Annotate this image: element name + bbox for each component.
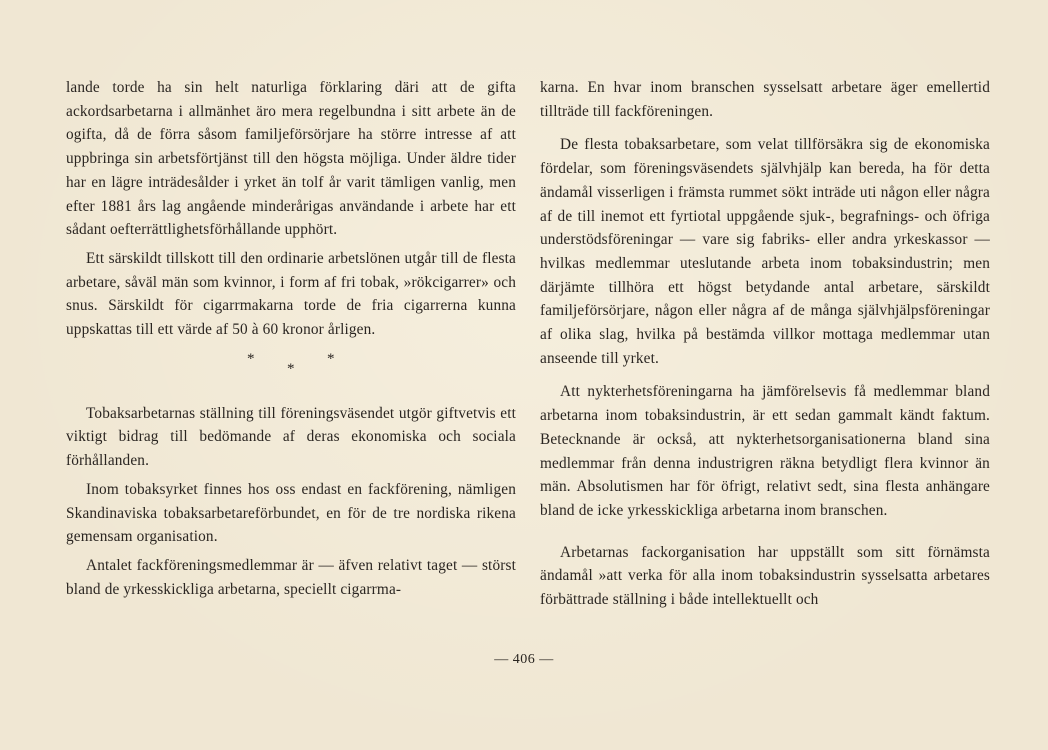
right-column [540, 76, 990, 612]
page-number: — 406 — [494, 652, 554, 667]
asterisk: * [247, 350, 255, 367]
paragraph: De flesta tobaksarbetare, som velat tillförsäkra sig de ekonomiska fördelar, som föreningsväsendets självhjälp kan bereda, ha för detta ändamål visserligen i främsta rummet sökt inträde uti någon eller några af de till inemot ett fyrtiotal uppgående sjuk-, begrafnings- och öfriga understödsföreningar — vare sig fabriks- eller andra yrkeskassor — hvilkas medlemmar uteslutande arbeta inom tobaksindustrin; men därjämte tillhöra ett högst betydande antal arbetare, särskildt familjeförsörjare, någon eller några af de många självhjälpsföreningar af olika slag, hvilka på bestämda villkor mottaga medlemmar utan anseende till yrket. [540, 136, 990, 367]
paragraph: Inom tobaksyrket finnes hos oss endast en fackförening, nämligen Skandinaviska tobaksarbetareförbundet, en för de tre nordiska rikena gemensam organisation. [66, 480, 516, 546]
asterisk: * [327, 350, 335, 367]
paragraph: Arbetarnas fackorganisation har uppställt som sitt förnämsta ändamål »att verka för alla inom tobaksindustrin sysselsatta arbetares förbättrade ställning i både intellektuellt och [540, 543, 990, 609]
paragraph: Antalet fackföreningsmedlemmar är — äfven relativt taget — störst bland de yrkesskickliga arbetarna, speciellt cigarrma- [66, 556, 516, 598]
paragraph: Ett särskildt tillskott till den ordinarie arbetslönen utgår till de flesta arbetare, såväl män som kvinnor, i form af fri tobak, »rökcigarrer» och snus. Särskildt för cigarrmakarna torde de fria cigarrerna kunna uppskattas till ett värde af 50 à 60 kronor årligen. [66, 249, 516, 339]
paragraph: lande torde ha sin helt naturliga förklaring däri att de gifta ackordsarbetarna i allmänhet äro mera regelbundna i sitt arbete än de ogifta, då de förra såsom familjeförsörjare ha större intresse af att uppbringa sin arbetsförtjänst till den högsta möjliga. Under äldre tider har en lägre inträdesålder i yrket än tolf år varit tämligen vanlig, men efter 1881 års lag angående minderårigas användande i arbete har ett sådant oefterrättlighetsförhållande upphört. [66, 79, 516, 239]
paragraph: karna. En hvar inom branschen sysselsatt arbetare äger emellertid tillträde till fackföreningen. [540, 79, 990, 120]
left-column [66, 76, 516, 601]
section-divider-asterisks [66, 342, 516, 402]
asterisk: * [287, 360, 295, 377]
paragraph: Att nykterhetsföreningarna ha jämförelsevis få medlemmar bland arbetarna inom tobaksindustrin, är ett sedan gammalt kändt faktum. Betecknande är också, att nykterhetsorganisationerna bland sina medlemmar från denna industrigren räkna betydligt flera kvinnor än män. Absolutismen har för öfrigt, relativt sedt, sina flesta anhängare bland de icke yrkesskickliga arbetarna inom branschen. [540, 383, 990, 519]
paragraph: Tobaksarbetarnas ställning till föreningsväsendet utgör giftvetvis ett viktigt bidrag till bedömande af deras ekonomiska och sociala förhållanden. [66, 404, 516, 470]
